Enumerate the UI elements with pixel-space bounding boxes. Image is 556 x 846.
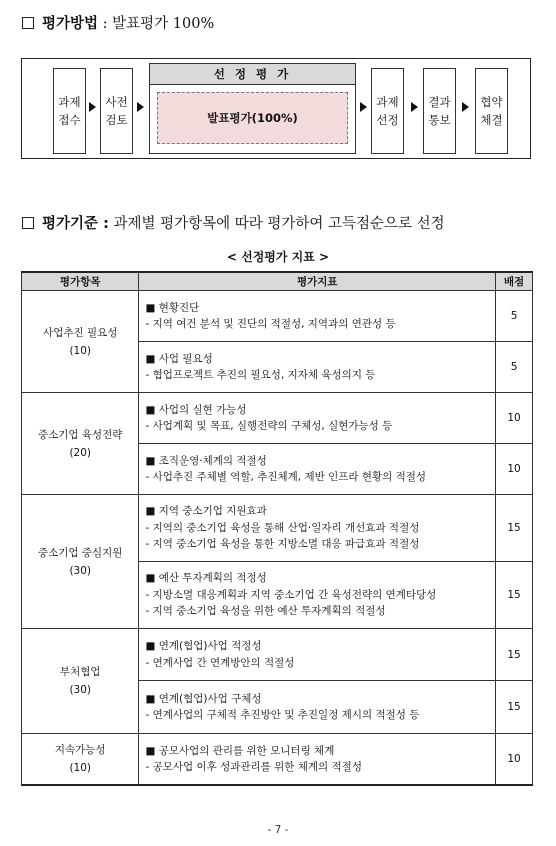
category-cell [22,734,139,786]
method-text: 발표평가 100% [112,16,215,32]
criteria-text: 과제별 평가항목에 따라 평가하여 고득점순으로 선정 [113,216,445,232]
arrow-right-icon [360,102,367,112]
category-label: 중소기업 육성전략 [37,428,123,441]
score-cell: 10 [496,444,533,495]
category-label: 중소기업 중심지원 [37,546,123,559]
square-bullet-icon [22,217,34,229]
table-row [22,393,533,444]
score-cell: 15 [496,495,533,562]
indicator-cell: ■ 연계(협업)사업 구체성 - 연계사업의 구체적 추진방안 및 추진일정 제시의 적절성 등 [139,681,496,734]
criteria-heading [22,212,445,233]
header-cell: 배점 [496,272,533,291]
arrow-right-icon [137,102,144,112]
indicator-cell: ■ 사업 필요성 - 협업프로젝트 추진의 필요성, 지자체 육성의지 등 [139,342,496,393]
step-label: 협약 [480,95,503,109]
score-cell: 15 [496,681,533,734]
step-label: 과제 [58,95,81,109]
step-box [53,68,86,154]
table-title: < 선정평가 지표 > [226,250,330,264]
score-cell: 15 [496,562,533,629]
step-label: 선정 [376,113,399,127]
criteria-key: 평가기준 : [42,216,109,232]
header-cell: 평가지표 [139,272,496,291]
score-cell: 15 [496,629,533,681]
indicator-cell: ■ 조직운영·체계의 적절성 - 사업추진 주체별 역할, 추진체계, 제반 인프라 현황의 적절성 [139,444,496,495]
table-row [22,734,533,786]
arrow-right-icon [411,102,418,112]
arrow-right-icon [89,102,96,112]
step-label: 체결 [480,113,503,127]
table-row [22,629,533,681]
selection-evaluation-box [149,63,356,154]
step-label: 검토 [105,113,128,127]
table-row [22,495,533,562]
score-cell: 10 [496,393,533,444]
category-cell [22,495,139,629]
method-sep: : [98,16,113,32]
page-number: - 7 - [267,824,289,836]
step-box [371,68,404,154]
arrow-right-icon [462,102,469,112]
step-box [475,68,508,154]
category-label: 사업추진 필요성 [43,326,118,339]
method-heading [22,12,214,33]
square-bullet-icon [22,17,34,29]
score-cell: 5 [496,342,533,393]
category-points: (30) [69,684,91,696]
category-points: (10) [69,762,91,774]
table-header-row [22,272,533,291]
step-label: 접수 [58,113,81,127]
step-label: 결과 [428,95,451,109]
category-cell [22,291,139,393]
category-label: 지속가능성 [54,744,106,756]
category-points: (10) [69,344,91,357]
step-label: 과제 [376,95,399,109]
category-label: 부처협업 [59,666,101,678]
method-key: 평가방법 [42,16,99,32]
indicator-cell: ■ 연계(협업)사업 적정성 - 연계사업 간 연계방안의 적절성 [139,629,496,681]
step-label: 사전 [105,95,128,109]
indicator-cell: ■ 지역 중소기업 지원효과 - 지역의 중소기업 육성을 통해 산업·일자리 개선효과 적절성 - 지역 중소기업 육성을 통한 지방소멸 대응 파급효과 적절성 [139,495,496,562]
header-cell: 평가항목 [22,272,139,291]
category-cell [22,629,139,734]
step-box [100,68,133,154]
score-cell: 5 [496,291,533,342]
indicator-cell: ■ 현황진단 - 지역 여건 분석 및 진단의 적절성, 지역과의 연관성 등 [139,291,496,342]
indicator-cell: ■ 예산 투자계획의 적정성 - 지방소멸 대응계획과 지역 중소기업 간 육성전략의 연계타당성 - 지역 중소기업 육성을 위한 예산 투자계획의 적절성 [139,562,496,629]
category-points: (30) [69,564,91,577]
indicator-cell: ■ 사업의 실현 가능성 - 사업계획 및 목표, 실행전략의 구체성, 실현가능성 등 [139,393,496,444]
evaluation-table [21,271,533,786]
step-label: 통보 [428,113,451,127]
selection-title: 선 정 평 가 [150,64,355,85]
presentation-eval-box: 발표평가(100%) [157,92,348,144]
indicator-cell: ■ 공모사업의 관리를 위한 모니터링 체계 - 공모사업 이후 성과관리를 위한 체계의 적절성 [139,734,496,786]
category-cell [22,393,139,495]
process-flow-diagram [21,58,531,159]
category-points: (20) [69,446,91,459]
score-cell: 10 [496,734,533,786]
step-box [423,68,456,154]
table-row [22,291,533,342]
